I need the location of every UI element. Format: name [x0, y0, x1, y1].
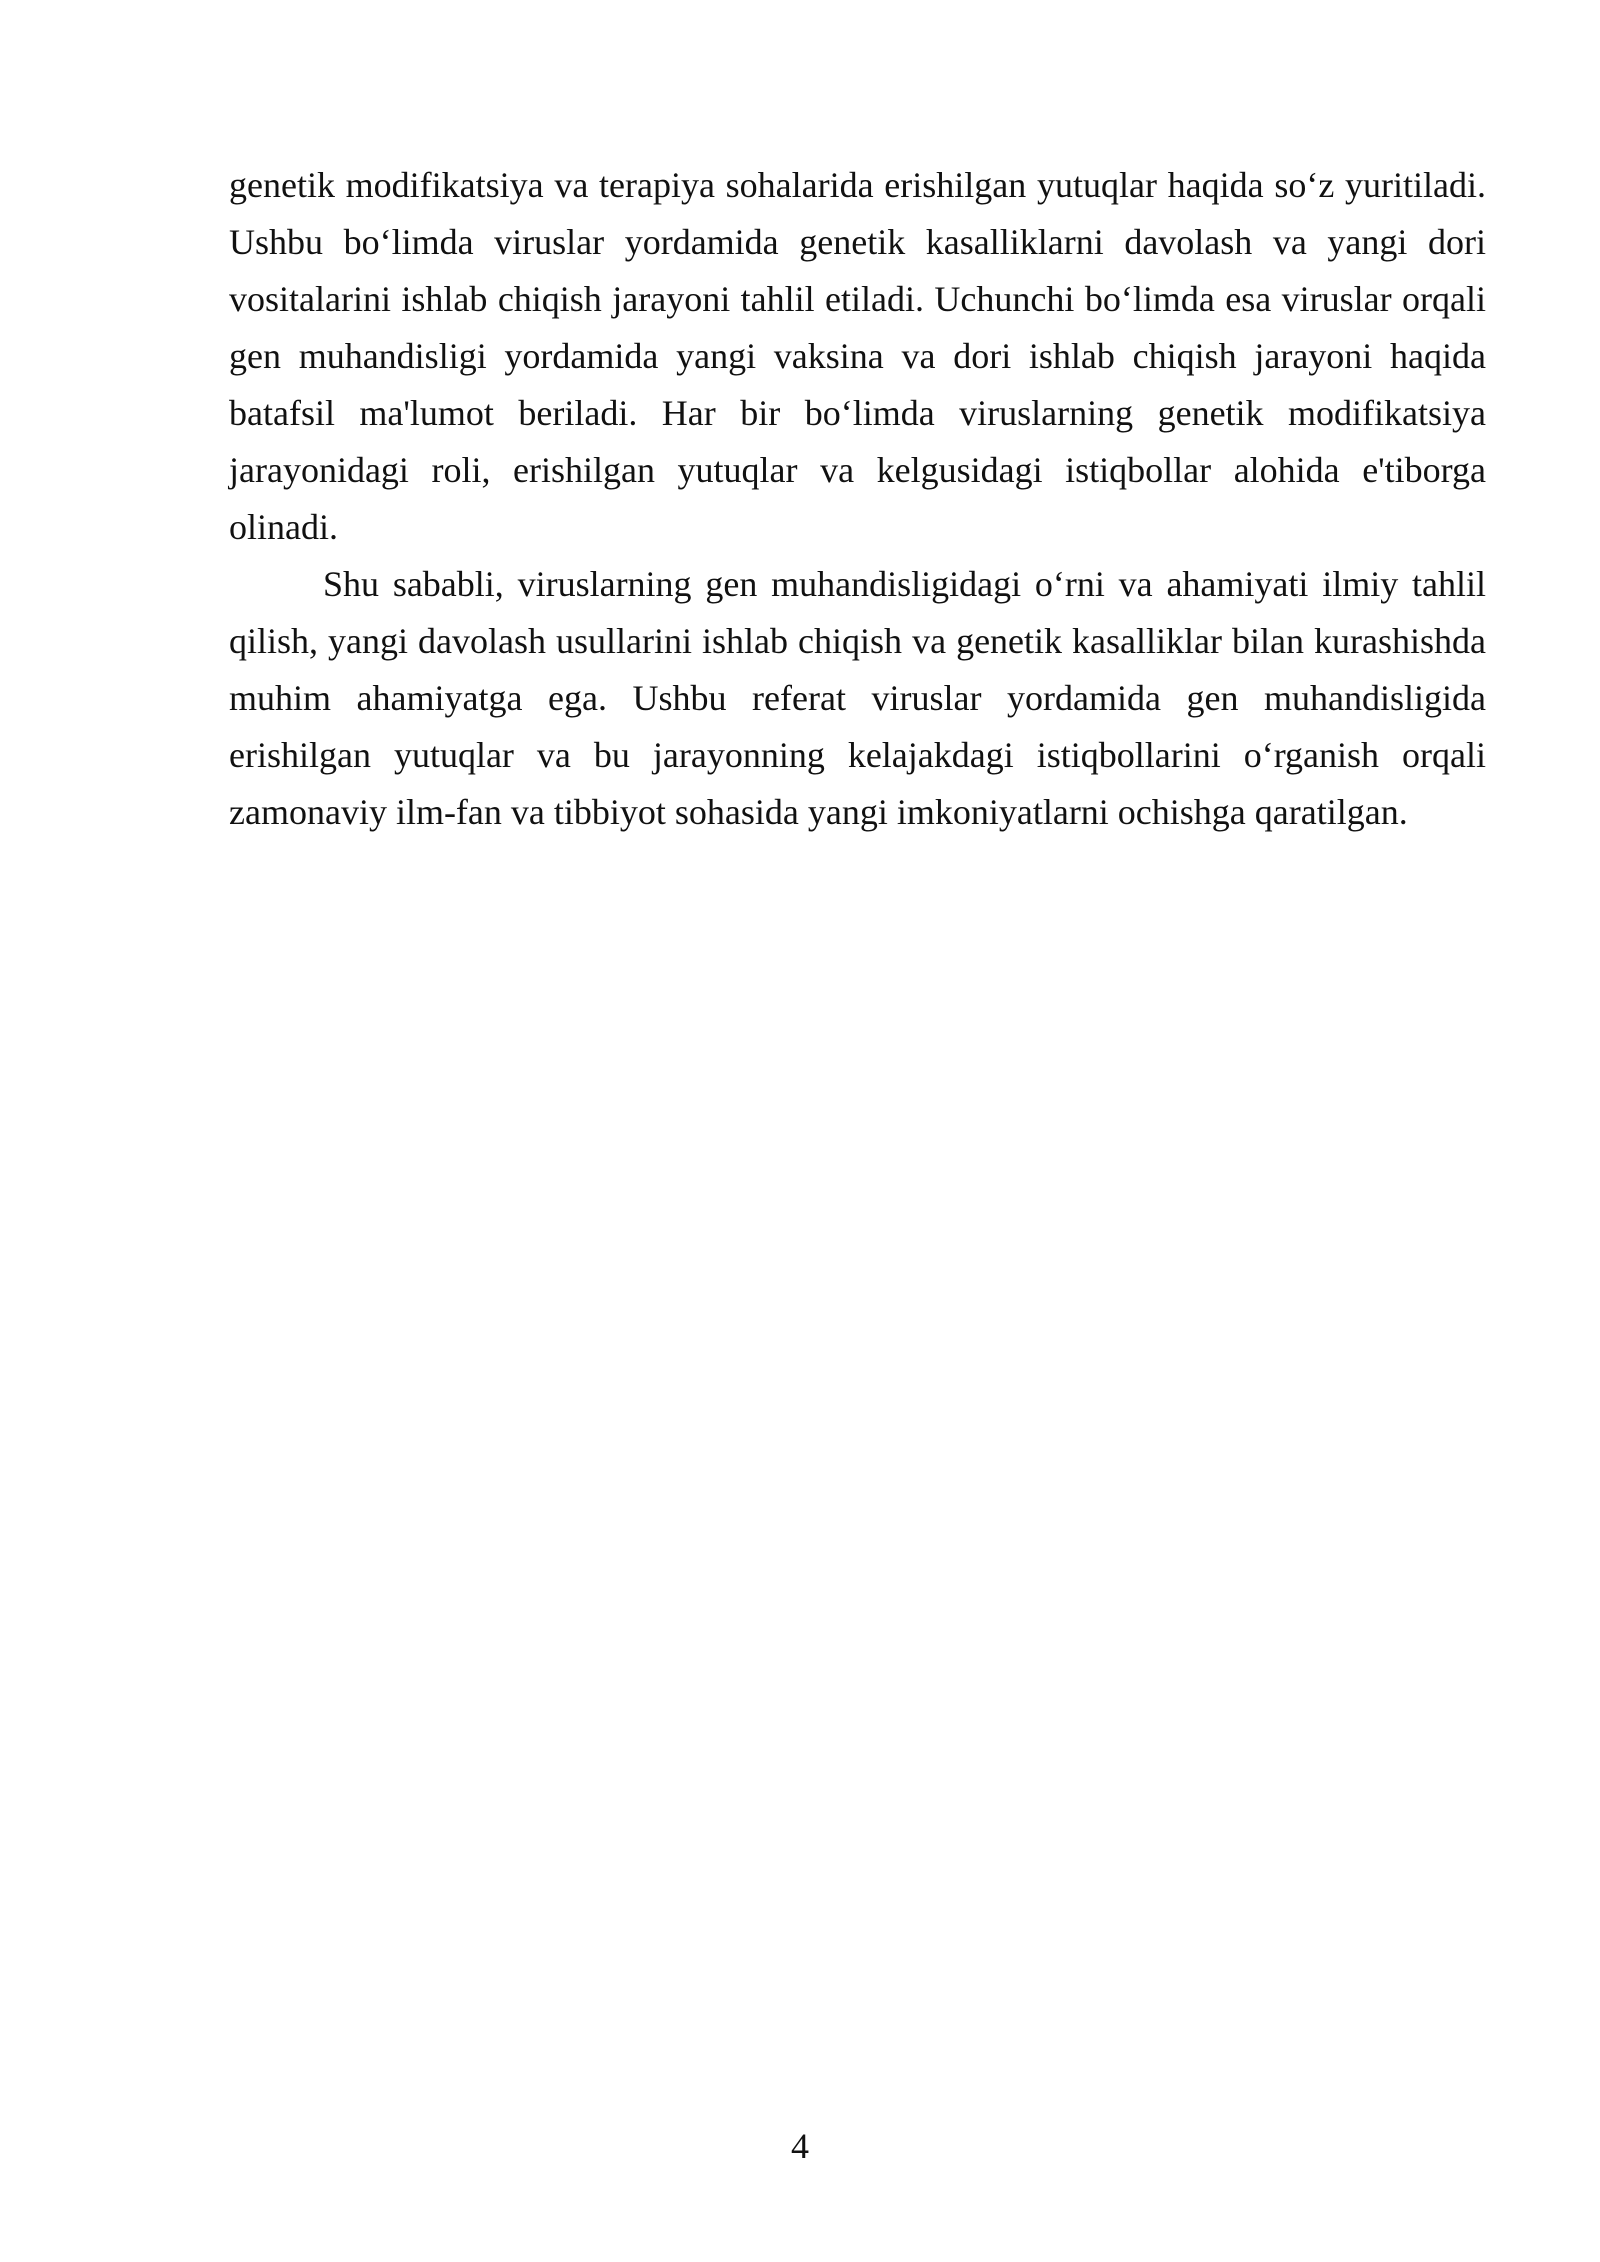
- paragraph-conclusion: Shu sababli, viruslarning gen muhandisligidagi o‘rni va ahamiyati ilmiy tahlil qilish, yangi davolash usullarini ishlab chiqish va genetik kasalliklar bilan kurashishda muhim ahamiyatga ega. Ushbu referat viruslar yordamida gen muhandisligida erishilgan yutuqlar va bu jarayonning kelajakdagi istiqbollarini o‘rganish orqali zamonaviy ilm-fan va tibbiyot sohasida yangi imkoniyatlarni ochishga qaratilgan.: [229, 564, 1486, 832]
- paragraph-continuation: genetik modifikatsiya va terapiya sohalarida erishilgan yutuqlar haqida so‘z yuritiladi. Ushbu bo‘limda viruslar yordamida genetik kasalliklarni davolash va yangi dori vositalarini ishlab chiqish jarayoni tahlil etiladi. Uchunchi bo‘limda esa viruslar orqali gen muhandisligi yordamida yangi vaksina va dori ishlab chiqish jarayoni haqida batafsil ma'lumot beriladi. Har bir bo‘limda viruslarning genetik modifikatsiya jarayonidagi roli, erishilgan yutuqlar va kelgusidagi istiqbollar alohida e'tiborga olinadi.: [229, 165, 1486, 547]
- page-number: 4: [791, 2126, 809, 2166]
- body-text: [229, 157, 1486, 841]
